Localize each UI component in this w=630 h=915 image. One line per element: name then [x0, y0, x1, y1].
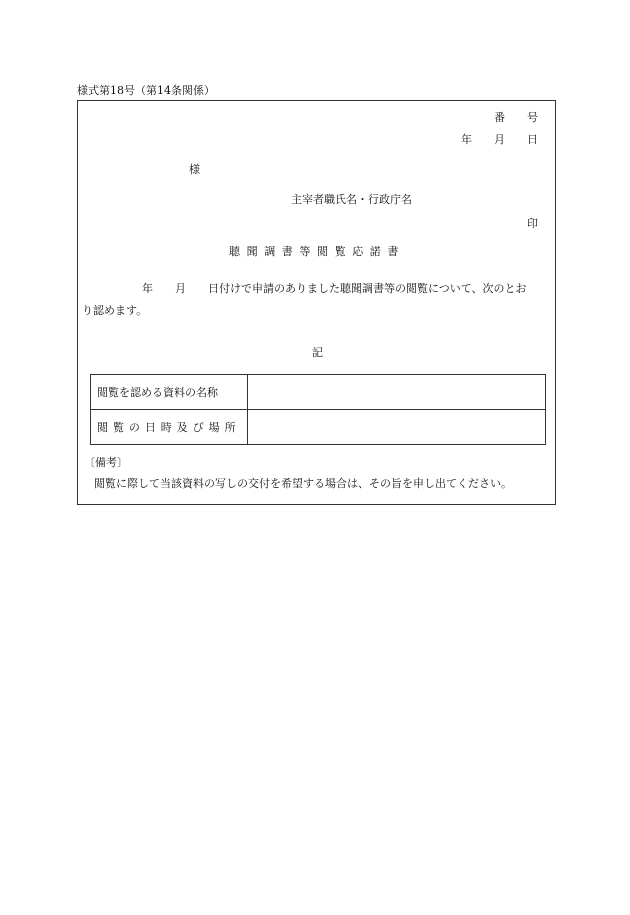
table-row	[91, 375, 546, 410]
row-value-materials[interactable]	[247, 375, 545, 410]
date-label: 年 月 日	[461, 133, 538, 146]
row-label-datetime-place: 閲覧の日時及び場所	[91, 410, 248, 445]
document-title: 聴聞調書等閲覧応諾書	[229, 245, 405, 258]
body-line-1: 年 月 日付けで申請のありました聴聞調書等の閲覧について、次のとお	[142, 282, 527, 295]
form-number: 様式第18号（第14条関係）	[77, 84, 215, 97]
addressee-suffix: 様	[189, 163, 200, 176]
seal-mark: 印	[527, 217, 538, 230]
remarks-text: 閲覧に際して当該資料の写しの交付を希望する場合は、その旨を申し出てください。	[94, 477, 512, 490]
row-label-materials: 閲覧を認める資料の名称	[91, 375, 248, 410]
ki-heading: 記	[312, 346, 323, 359]
issuer-name: 主宰者職氏名・行政庁名	[291, 193, 412, 206]
items-table	[90, 374, 546, 445]
remarks-heading: 〔備考〕	[84, 456, 128, 469]
body-line-2: り認めます。	[82, 304, 148, 317]
row-value-datetime-place[interactable]	[247, 410, 545, 445]
number-label: 番 号	[494, 111, 538, 124]
document-frame	[77, 100, 556, 505]
table-row	[91, 410, 546, 445]
